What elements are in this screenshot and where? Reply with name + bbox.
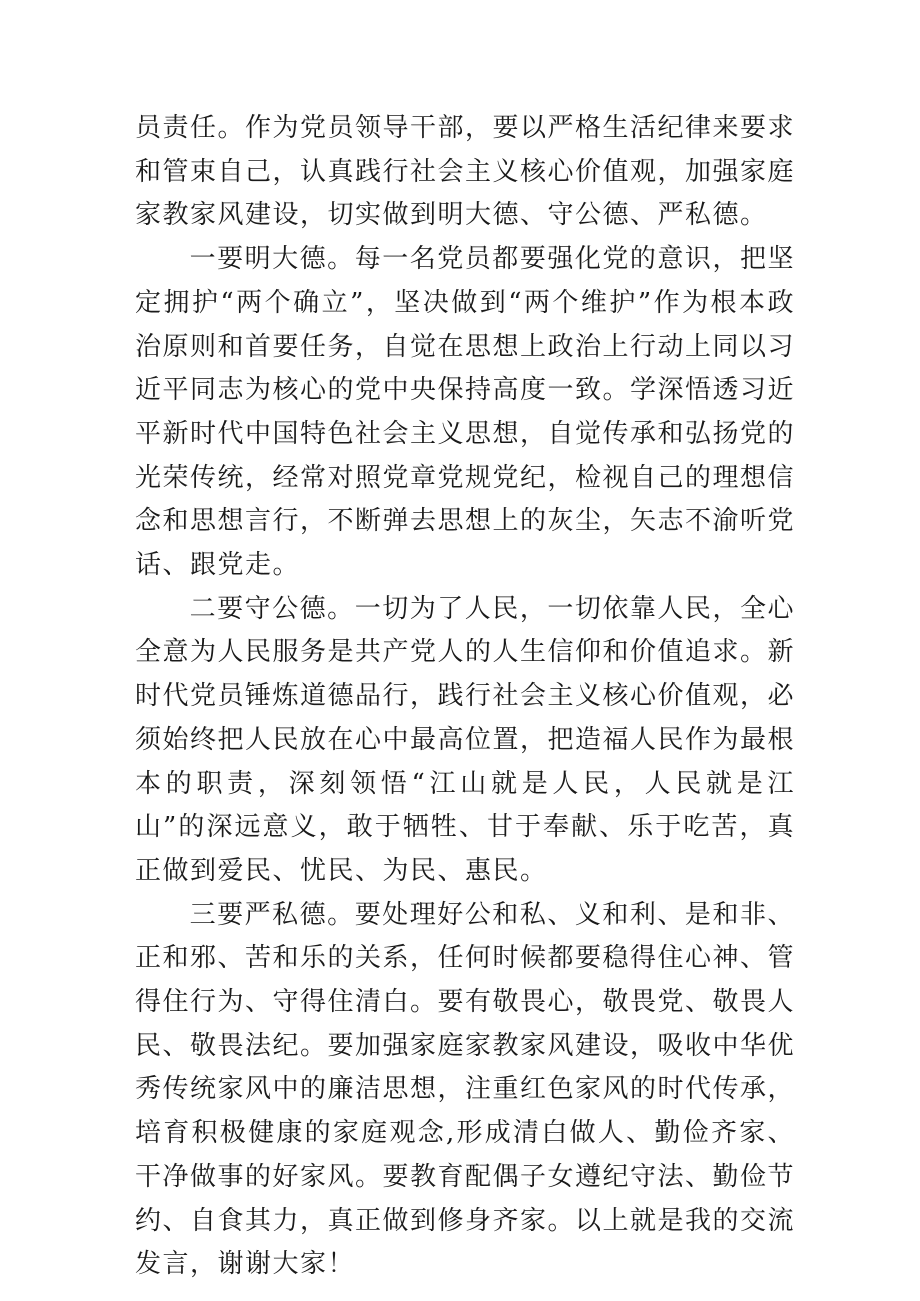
paragraph-ming-da-de: 一要明大德。每一名党员都要强化党的意识，把坚定拥护“两个确立”，坚决做到“两个维护”作为根本政治原则和首要任务，自觉在思想上政治上行动上同以习近平同志为核心的党中央保持高度一致。学深悟透习近平新时代中国特色社会主义思想，自觉传承和弘扬党的光荣传统，经常对照党章党规党纪，检视自己的理想信念和思想言行，不断弹去思想上的灰尘，矢志不渝听党话、跟党走。 <box>135 244 796 581</box>
paragraph-shou-gong-de: 二要守公德。一切为了人民，一切依靠人民，全心全意为人民服务是共产党人的人生信仰和价值追求。新时代党员锤炼道德品行，践行社会主义核心价值观，必须始终把人民放在心中最高位置，把造福人民作为最根本的职责，深刻领悟“江山就是人民，人民就是江山”的深远意义，敢于牺牲、甘于奉献、乐于吃苦，真正做到爱民、忧民、为民、惠民。 <box>135 593 796 886</box>
document-body <box>135 107 795 1287</box>
paragraph-continuation: 员责任。作为党员领导干部，要以严格生活纪律来要求和管束自己，认真践行社会主义核心价值观，加强家庭家教家风建设，切实做到明大德、守公德、严私德。 <box>135 113 796 231</box>
paragraph-yan-si-de: 三要严私德。要处理好公和私、义和利、是和非、正和邪、苦和乐的关系，任何时候都要稳得住心神、管得住行为、守得住清白。要有敬畏心，敬畏党、敬畏人民、敬畏法纪。要加强家庭家教家风建设，吸收中华优秀传统家风中的廉洁思想，注重红色家风的时代传承，培育积极健康的家庭观念,形成清白做人、勤俭齐家、干净做事的好家风。要教育配偶子女遵纪守法、勤俭节约、自食其力，真正做到修身齐家。以上就是我的交流发言，谢谢大家！ <box>135 899 796 1280</box>
